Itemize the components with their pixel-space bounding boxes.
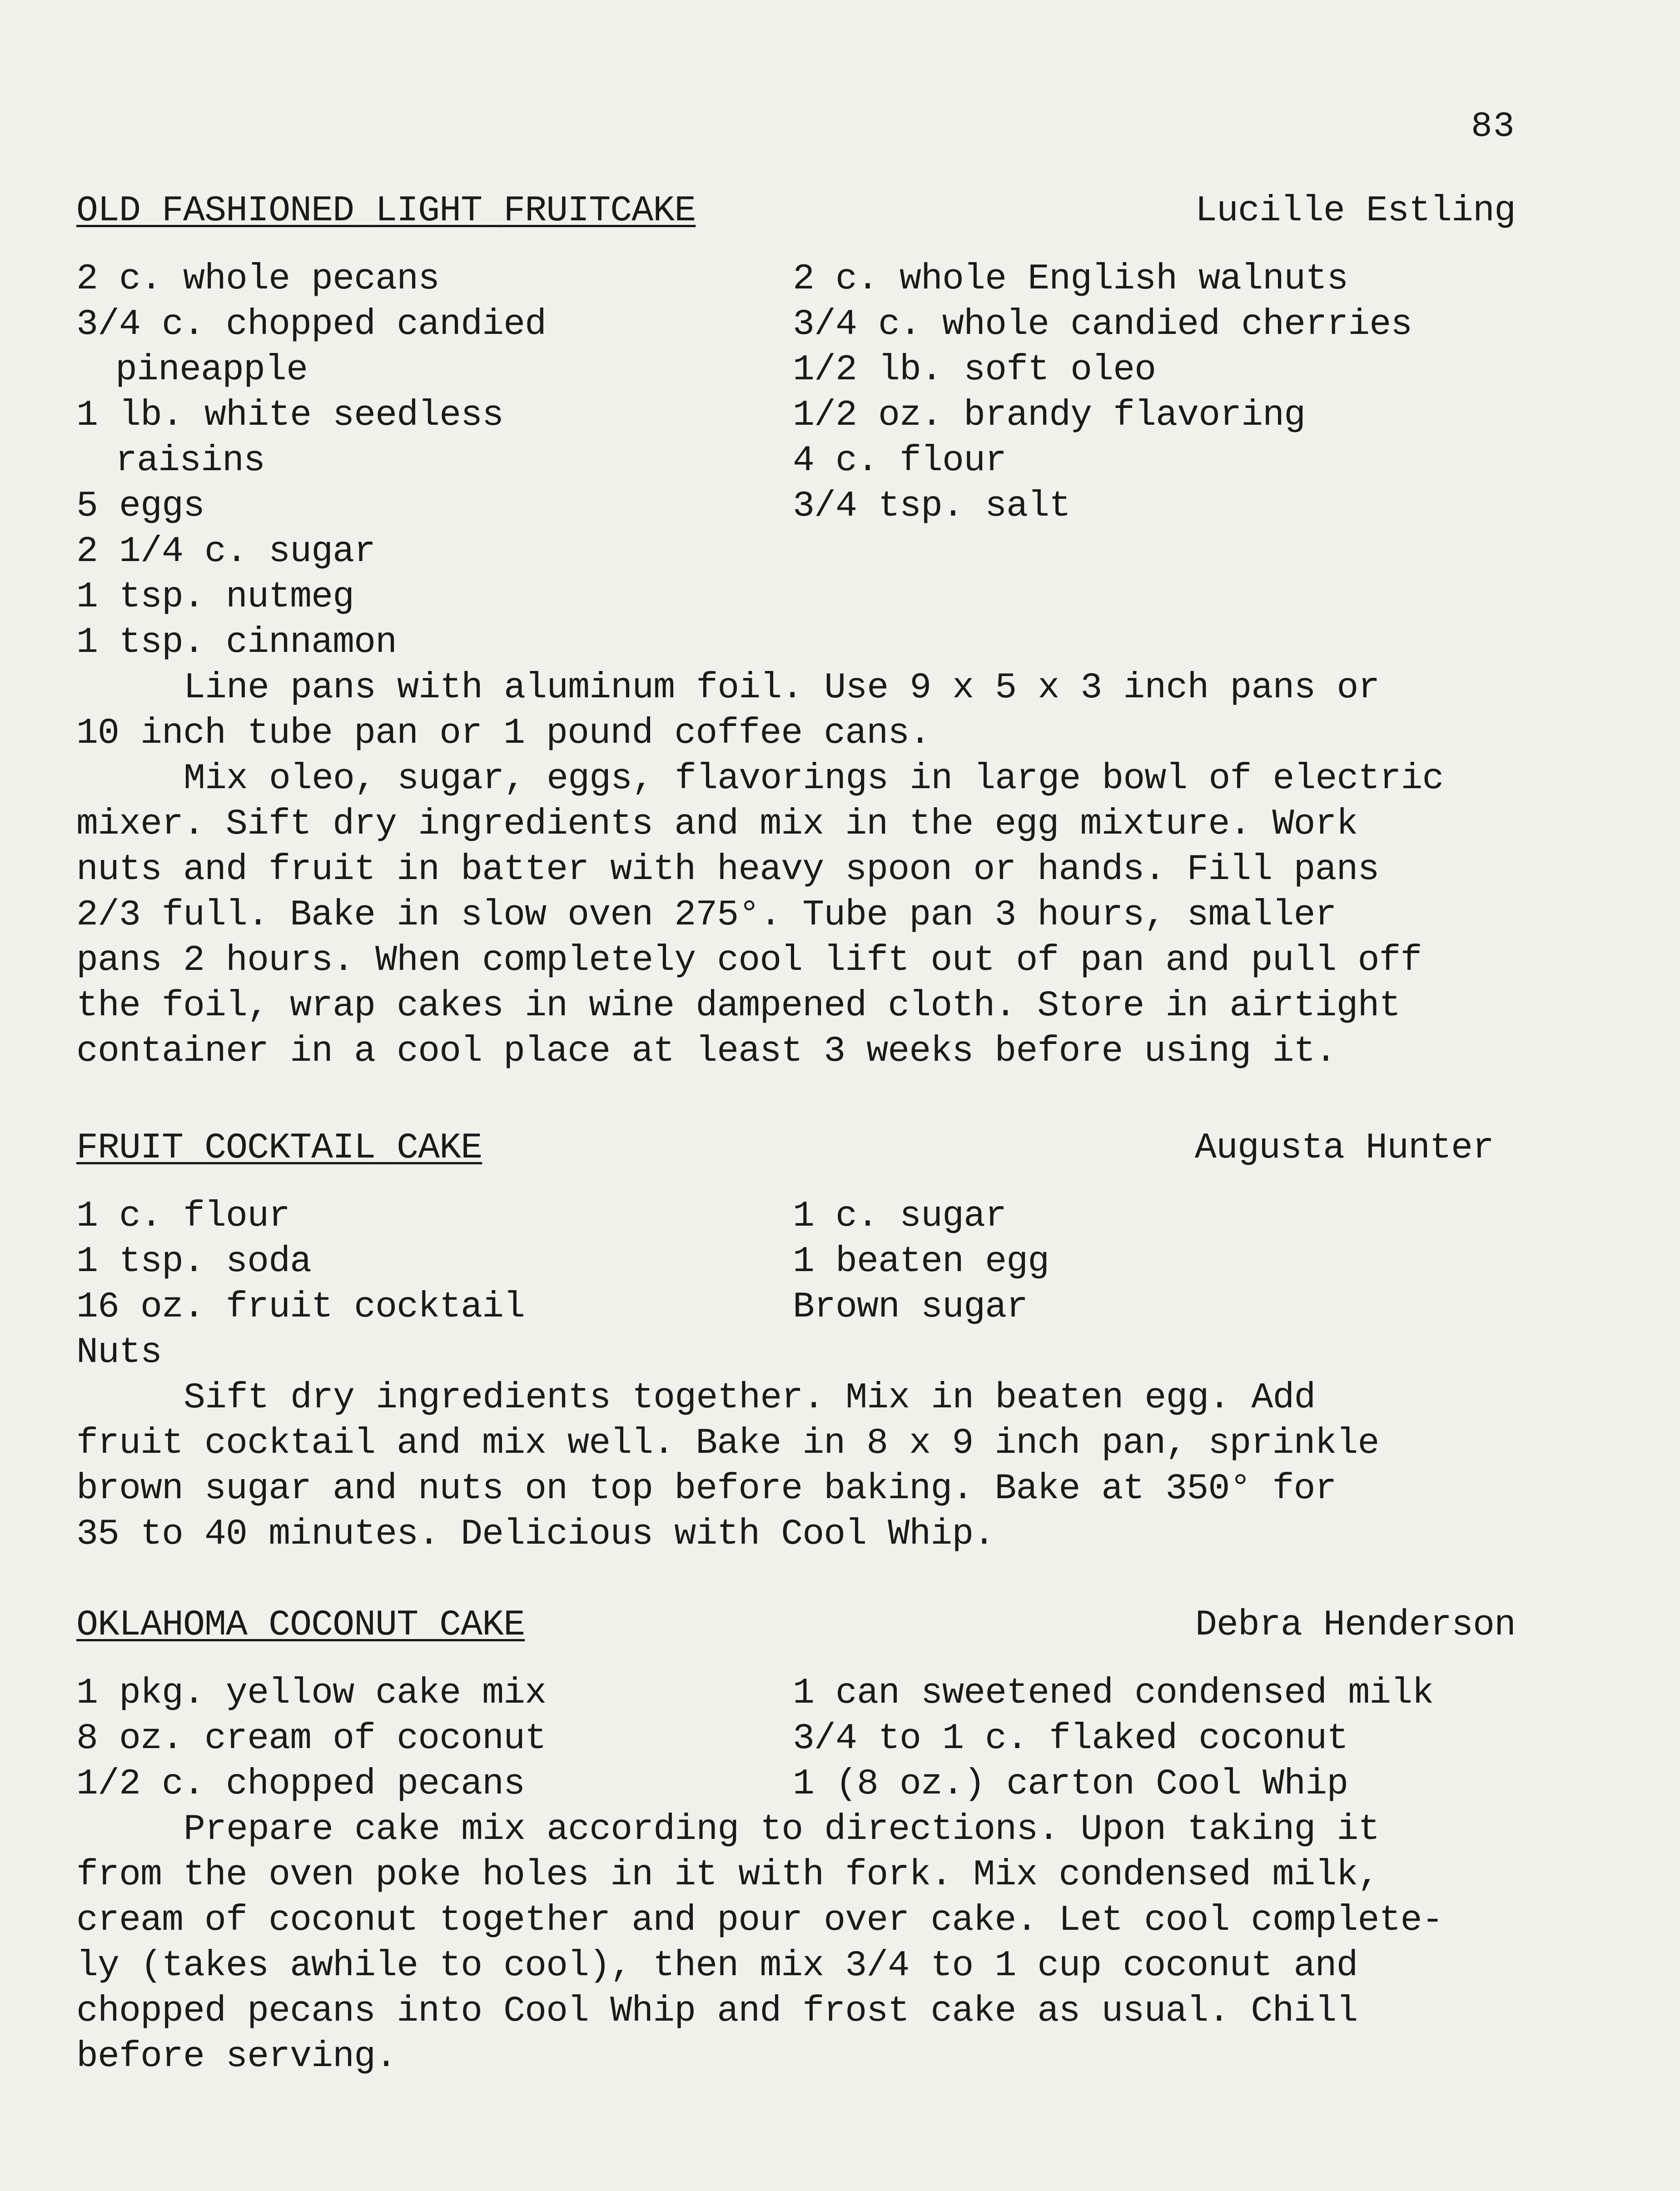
ingredient: 1 tsp. soda (76, 1241, 312, 1282)
instruction-line: 10 inch tube pan or 1 pound coffee cans. (76, 713, 931, 754)
instruction-line: from the oven poke holes in it with fork. Mix condensed milk, (76, 1854, 1379, 1896)
ingredient: 1 c. flour (76, 1196, 290, 1237)
title-word: OKLAHOMA (76, 1605, 248, 1646)
ingredient: 4 c. flour (793, 440, 1007, 482)
ingredient: 1/2 lb. soft oleo (793, 349, 1156, 391)
recipe-title-fruit-cocktail-cake (76, 1126, 482, 1171)
ingredient: 8 oz. cream of coconut (76, 1718, 547, 1759)
ingredient: 3/4 c. chopped candied (76, 304, 547, 345)
instruction-line: 35 to 40 minutes. Delicious with Cool Whip. (76, 1514, 995, 1555)
ingredient: 1 pkg. yellow cake mix (76, 1673, 547, 1714)
recipe-author: Lucille Estling (1195, 190, 1516, 232)
instructions-paragraph (76, 1807, 1530, 2080)
ingredient: pineapple (115, 349, 308, 391)
ingredient: 16 oz. fruit cocktail (76, 1287, 525, 1328)
ingredient: 1/2 c. chopped pecans (76, 1764, 525, 1805)
instruction-line: container in a cool place at least 3 weeks before using it. (76, 1031, 1337, 1072)
instructions-paragraph (76, 1376, 1530, 1557)
title-word: COCONUT (268, 1605, 418, 1646)
instruction-line: the foil, wrap cakes in wine dampened cloth. Store in airtight (76, 985, 1401, 1027)
ingredient: 2 c. whole pecans (76, 258, 440, 300)
page-number: 83 (1471, 107, 1516, 147)
ingredient: Brown sugar (793, 1287, 1028, 1328)
ingredient: 1 (8 oz.) carton Cool Whip (793, 1764, 1348, 1805)
ingredients-left (76, 1671, 546, 1807)
title-word: LIGHT (375, 190, 482, 232)
ingredient: 1 can sweetened condensed milk (793, 1673, 1434, 1714)
instruction-line: Mix oleo, sugar, eggs, flavorings in large bowl of electric (184, 758, 1444, 800)
instruction-line: chopped pecans into Cool Whip and frost cake as usual. Chill (76, 1991, 1358, 2032)
ingredient: 3/4 c. whole candied cherries (793, 304, 1412, 345)
ingredient: 1 c. sugar (793, 1196, 1007, 1237)
ingredients-right (793, 257, 1412, 529)
instruction-line: Sift dry ingredients together. Mix in beaten egg. Add (184, 1377, 1316, 1419)
title-word: FRUITCAKE (503, 190, 696, 232)
ingredient: 5 eggs (76, 486, 205, 527)
recipe-title-old-fashioned-light-fruitcake (76, 189, 696, 234)
ingredient: 1 lb. white seedless (76, 395, 504, 436)
recipe-author: Augusta Hunter (1194, 1128, 1494, 1169)
title-word: FRUIT (76, 1128, 184, 1169)
instruction-line: before serving. (76, 2036, 397, 2077)
ingredient: 1 tsp. nutmeg (76, 576, 354, 618)
ingredient: 2 c. whole English walnuts (793, 258, 1348, 300)
instruction-line: nuts and fruit in batter with heavy spoon or hands. Fill pans (76, 849, 1379, 890)
ingredient: Nuts (76, 1332, 162, 1373)
instruction-line: Prepare cake mix according to directions. Upon taking it (184, 1809, 1380, 1850)
instruction-line: 2/3 full. Bake in slow oven 275°. Tube pan 3 hours, smaller (76, 894, 1337, 936)
ingredient: 3/4 to 1 c. flaked coconut (793, 1718, 1348, 1759)
instruction-line: Line pans with aluminum foil. Use 9 x 5 x 3 inch pans or (184, 667, 1380, 709)
title-word: COCKTAIL (204, 1128, 376, 1169)
ingredient: 3/4 tsp. salt (793, 486, 1071, 527)
ingredients-right (793, 1671, 1433, 1807)
recipe-author: Debra Henderson (1195, 1605, 1516, 1646)
ingredients-left (76, 257, 546, 666)
ingredients-left (76, 1194, 525, 1376)
instruction-line: mixer. Sift dry ingredients and mix in the egg mixture. Work (76, 804, 1358, 845)
instruction-line: fruit cocktail and mix well. Bake in 8 x 9 inch pan, sprinkle (76, 1423, 1379, 1464)
ingredients-right (793, 1194, 1049, 1330)
ingredient: 1 beaten egg (793, 1241, 1049, 1282)
recipe-title-oklahoma-coconut-cake (76, 1603, 525, 1648)
title-word: FASHIONED (162, 190, 354, 232)
title-word: CAKE (397, 1128, 482, 1169)
title-word: OLD (76, 190, 141, 232)
instructions-paragraph (76, 666, 1530, 756)
ingredient: 1/2 oz. brandy flavoring (793, 395, 1306, 436)
instruction-line: cream of coconut together and pour over cake. Let cool complete- (76, 1900, 1443, 1941)
instructions-paragraph (76, 756, 1530, 1074)
ingredient: 1 tsp. cinnamon (76, 622, 397, 663)
ingredient: raisins (115, 440, 265, 482)
instruction-line: brown sugar and nuts on top before baking. Bake at 350° for (76, 1468, 1337, 1510)
title-word: CAKE (439, 1605, 525, 1646)
ingredient: 2 1/4 c. sugar (76, 531, 376, 572)
instruction-line: ly (takes awhile to cool), then mix 3/4 to 1 cup coconut and (76, 1945, 1358, 1987)
instruction-line: pans 2 hours. When completely cool lift out of pan and pull off (76, 940, 1422, 981)
